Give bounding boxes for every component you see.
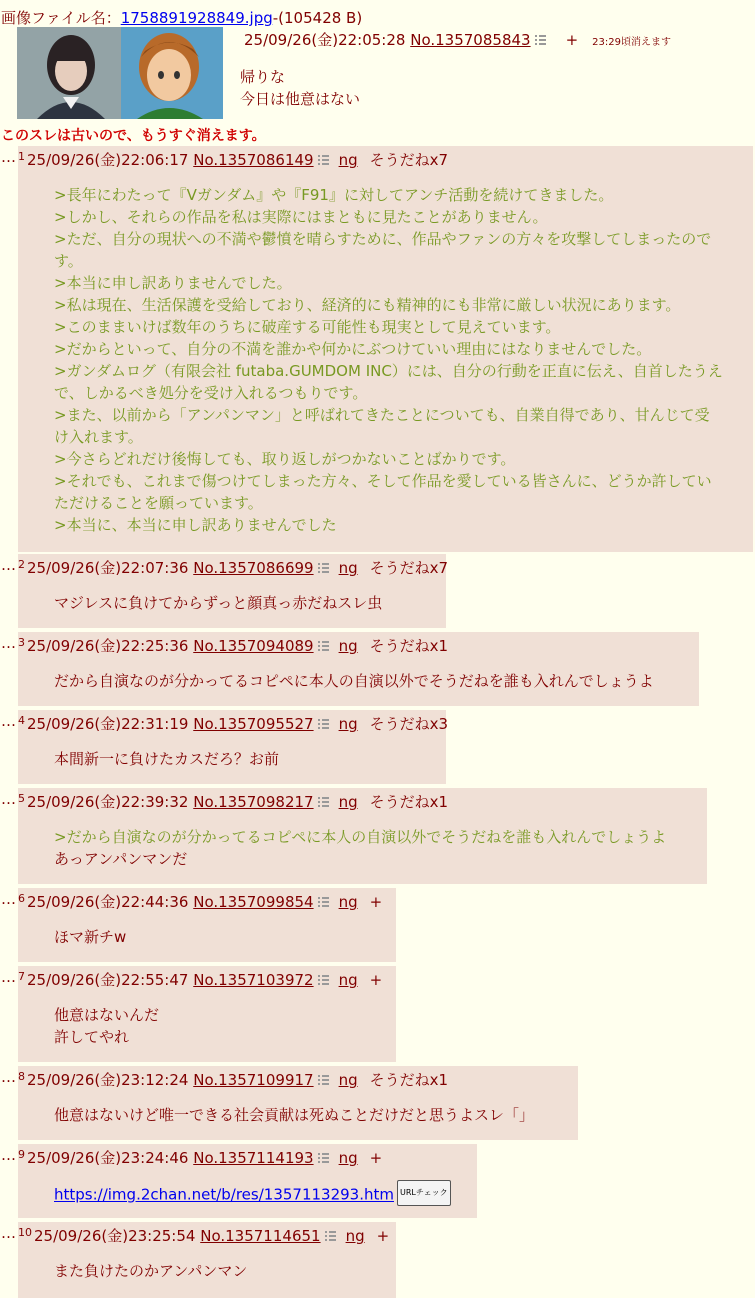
file-info (1, 8, 362, 28)
reply-index: 3 (18, 636, 25, 649)
menu-icon[interactable] (318, 797, 329, 807)
reply-date: 25/09/26(金)22:31:19 (27, 715, 189, 733)
reply-index: 7 (18, 970, 25, 983)
reply-ellipsis: … (1, 712, 16, 730)
quote-line: >だから自演なのが分かってるコピペに本人の自演以外でそうだねを誰も入れんでしょうよ (54, 828, 667, 846)
reply-date: 25/09/26(金)22:55:47 (27, 971, 189, 989)
menu-icon[interactable] (318, 641, 329, 651)
ng-link[interactable]: ng (338, 1149, 358, 1167)
op-number[interactable]: No.1357085843 (410, 31, 531, 49)
reply-ellipsis: … (1, 1068, 16, 1086)
reply-date: 25/09/26(金)23:12:24 (27, 1071, 189, 1089)
reply-box (18, 1066, 578, 1140)
menu-icon[interactable] (318, 155, 329, 165)
soudane-button[interactable]: + (369, 1149, 383, 1167)
reply-date: 25/09/26(金)22:25:36 (27, 637, 189, 655)
file-size: -(105428 B) (272, 9, 363, 27)
reply-number[interactable]: No.1357103972 (193, 971, 314, 989)
op-body (240, 66, 360, 110)
reply-number[interactable]: No.1357114193 (193, 1149, 314, 1167)
reply-index: 8 (18, 1070, 25, 1083)
reply-text (54, 592, 436, 614)
reply-header (18, 1148, 467, 1168)
reply-index: 9 (18, 1148, 25, 1161)
reply-header (18, 792, 697, 812)
quote-line: >しかし、それらの作品を私は実際にはまともに見たことがありません。 (54, 208, 548, 226)
reply-header (18, 1226, 390, 1246)
menu-icon[interactable] (535, 35, 546, 45)
menu-icon[interactable] (318, 1153, 329, 1163)
reply-ellipsis: … (1, 556, 16, 574)
reply-index: 4 (18, 714, 25, 727)
reply-ellipsis: … (1, 968, 16, 986)
plus-button[interactable]: + (565, 31, 579, 49)
reply-ellipsis: … (1, 790, 16, 808)
quote-line: >また、以前から「アンパンマン」と呼ばれてきたことについても、自業自得であり、甘んじて受 (54, 406, 710, 424)
reply-number[interactable]: No.1357099854 (193, 893, 314, 911)
text-line: また負けたのかアンパンマン (54, 1262, 248, 1280)
ng-link[interactable]: ng (338, 151, 358, 169)
reply-box (18, 788, 707, 884)
reply-number[interactable]: No.1357098217 (193, 793, 314, 811)
text-line: 本間新一に負けたカスだろ？お前 (54, 750, 280, 768)
ng-link[interactable]: ng (338, 637, 358, 655)
reply-text (54, 1260, 386, 1282)
reply-number[interactable]: No.1357114651 (200, 1227, 321, 1245)
link-line (54, 1182, 467, 1208)
soudane-button[interactable]: + (369, 971, 383, 989)
reply-number[interactable]: No.1357094089 (193, 637, 314, 655)
reply-text (54, 1004, 386, 1048)
op-date: 25/09/26(金)22:05:28 (244, 31, 406, 49)
op-line: 帰りな (240, 68, 286, 86)
reply-text (54, 826, 697, 870)
text-line: 他意はないんだ (54, 1006, 160, 1024)
quote-line: >本当に、本当に申し訳ありませんでした (54, 516, 337, 534)
reply-date: 25/09/26(金)22:06:17 (27, 151, 189, 169)
reply-text (54, 748, 436, 770)
reply-box (18, 966, 396, 1062)
reply-header (18, 892, 386, 912)
reply-index: 6 (18, 892, 25, 905)
reply-header (18, 636, 689, 656)
quote-line: >長年にわたって『Vガンダム』や『F91』に対してアンチ活動を続けてきました。 (54, 186, 614, 204)
ng-link[interactable]: ng (338, 893, 358, 911)
quote-line: >だからといって、自分の不満を誰かや何かにぶつけていい理由にはなりませんでした。 (54, 340, 652, 358)
ng-link[interactable]: ng (338, 559, 358, 577)
expire-time: 23:29頃消えます (592, 37, 671, 48)
reply-box (18, 888, 396, 962)
quote-line: け入れます。 (54, 428, 143, 446)
reply-number[interactable]: No.1357095527 (193, 715, 314, 733)
reply-number[interactable]: No.1357086699 (193, 559, 314, 577)
soudane-button[interactable]: そうだねx3 (369, 715, 449, 733)
reply-index: 2 (18, 558, 25, 571)
file-label: 画像ファイル名： (1, 9, 121, 27)
quote-line: >ガンダムログ（有限会社 futaba.GUMDOM INC）には、自分の行動を正直に伝え、自首したうえ (54, 362, 723, 380)
file-link[interactable]: 1758891928849.jpg (120, 9, 273, 27)
text-line: 許してやれ (54, 1028, 130, 1046)
soudane-button[interactable]: そうだねx1 (369, 637, 449, 655)
quote-line: >今さらどれだけ後悔しても、取り返しがつかないことばかりです。 (54, 450, 516, 468)
ng-link[interactable]: ng (338, 1071, 358, 1089)
soudane-button[interactable]: そうだねx7 (369, 559, 449, 577)
reply-text (54, 926, 386, 948)
text-line: だから自演なのが分かってるコピペに本人の自演以外でそうだねを誰も入れんでしょうよ (54, 672, 654, 690)
text-line: マジレスに負けてからずっと顔真っ赤だねスレ虫 (54, 594, 383, 612)
reply-box (18, 710, 449, 784)
reply-text (54, 1182, 467, 1208)
reply-box (18, 1144, 477, 1218)
reply-box (18, 554, 449, 628)
reply-date: 25/09/26(金)23:24:46 (27, 1149, 189, 1167)
expiry-warning: このスレは古いので、もうすぐ消えます。 (1, 128, 266, 144)
reply-date: 25/09/26(金)22:44:36 (27, 893, 189, 911)
reply-ellipsis: … (1, 890, 16, 908)
ng-link[interactable]: ng (338, 793, 358, 811)
reply-header (18, 150, 743, 170)
reply-index: 5 (18, 792, 25, 805)
menu-icon[interactable] (318, 1075, 329, 1085)
quote-line: す。 (54, 252, 83, 270)
menu-icon[interactable] (318, 563, 329, 573)
reply-header (18, 1070, 568, 1090)
reply-text (54, 184, 743, 536)
op-line: 今日は他意はない (240, 90, 361, 108)
reply-index: 10 (18, 1226, 32, 1239)
menu-icon[interactable] (325, 1231, 336, 1241)
quote-line: >私は現在、生活保護を受給しており、経済的にも精神的にも非常に厳しい状況にあります。 (54, 296, 681, 314)
soudane-button[interactable]: そうだねx1 (369, 1071, 449, 1089)
reply-ellipsis: … (1, 1146, 16, 1164)
quote-line: で、しかるべき処分を受け入れるつもりです。 (54, 384, 368, 402)
ng-link[interactable]: ng (338, 971, 358, 989)
quote-line: >本当に申し訳ありませんでした。 (54, 274, 292, 292)
soudane-button[interactable]: + (376, 1227, 390, 1245)
menu-icon[interactable] (318, 719, 329, 729)
reply-header (18, 970, 386, 990)
reply-header (18, 714, 449, 734)
reply-ellipsis: … (1, 1224, 16, 1242)
reply-ellipsis: … (1, 634, 16, 652)
text-line: あっアンパンマンだ (54, 850, 188, 868)
menu-icon[interactable] (318, 897, 329, 907)
reply-header (18, 558, 449, 578)
reply-date: 25/09/26(金)22:07:36 (27, 559, 189, 577)
reply-number[interactable]: No.1357086149 (193, 151, 314, 169)
quote-line: >このままいけば数年のうちに破産する可能性も現実として見えています。 (54, 318, 561, 336)
thread-thumbnail[interactable] (17, 27, 223, 119)
reply-text (54, 1104, 568, 1126)
quote-line: ただけることを願っています。 (54, 494, 263, 512)
quote-line: >ただ、自分の現状への不満や鬱憤を晴らすために、作品やファンの方々を攻撃してしまったので (54, 230, 712, 248)
reply-date: 25/09/26(金)23:25:54 (34, 1227, 196, 1245)
text-line: ほマ新チw (54, 928, 127, 946)
url-check-button[interactable]: URLチェック (397, 1180, 451, 1206)
ng-link[interactable]: ng (338, 715, 358, 733)
soudane-button[interactable]: そうだねx7 (369, 151, 449, 169)
reply-index: 1 (18, 150, 25, 163)
reply-box (18, 146, 753, 552)
reply-ellipsis: … (1, 148, 16, 166)
soudane-button[interactable]: + (369, 893, 383, 911)
soudane-button[interactable]: そうだねx1 (369, 793, 449, 811)
reply-link[interactable]: https://img.2chan.net/b/res/1357113293.htm (54, 1185, 394, 1204)
reply-text (54, 670, 689, 692)
reply-box (18, 1222, 396, 1298)
reply-number[interactable]: No.1357109917 (193, 1071, 314, 1089)
ng-link[interactable]: ng (345, 1227, 365, 1245)
menu-icon[interactable] (318, 975, 329, 985)
text-line: 他意はないけど唯一できる社会貢献は死ぬことだけだと思うよスレ「」 (54, 1106, 535, 1124)
reply-box (18, 632, 699, 706)
reply-date: 25/09/26(金)22:39:32 (27, 793, 189, 811)
quote-line: >それでも、これまで傷つけてしまった方々、そして作品を愛している皆さんに、どうか許してい (54, 472, 712, 490)
op-header (244, 30, 671, 53)
